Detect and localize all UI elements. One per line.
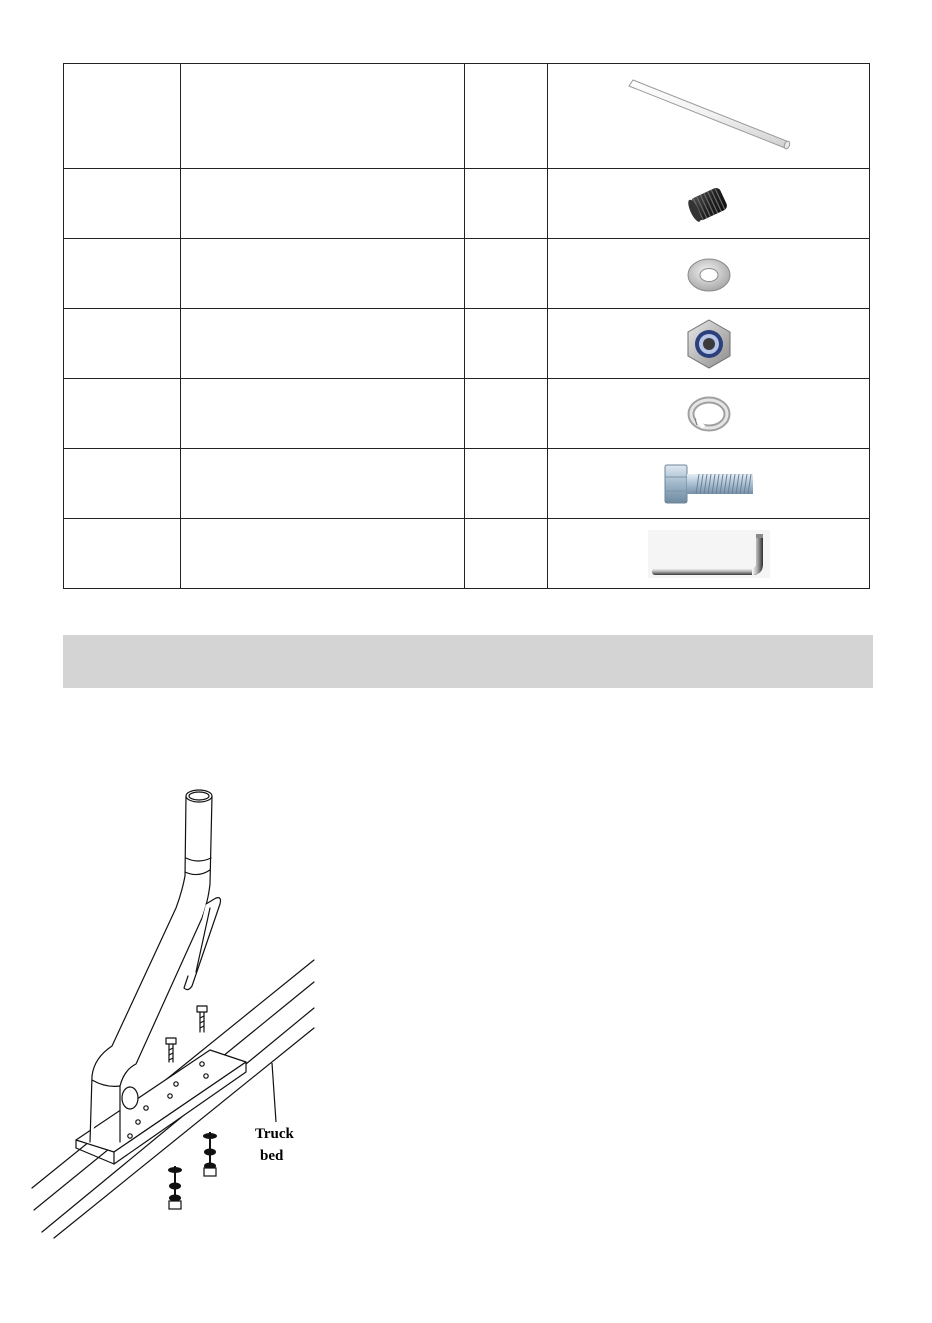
part-description-cell bbox=[181, 519, 465, 589]
part-description-cell bbox=[181, 449, 465, 519]
table-row bbox=[64, 239, 870, 309]
part-number-cell bbox=[64, 379, 181, 449]
truck-bed-label-line1: Truck bbox=[255, 1126, 294, 1142]
part-quantity-cell bbox=[465, 169, 548, 239]
part-image-cell bbox=[548, 449, 870, 519]
section-header-bar bbox=[63, 635, 873, 688]
part-quantity-cell bbox=[465, 309, 548, 379]
part-number-cell bbox=[64, 519, 181, 589]
table-row bbox=[64, 379, 870, 449]
hex-key-icon bbox=[646, 528, 772, 580]
part-image-cell bbox=[548, 309, 870, 379]
part-number-cell bbox=[64, 449, 181, 519]
part-image-cell bbox=[548, 64, 870, 169]
truck-bed-label-line2: bed bbox=[260, 1148, 284, 1164]
part-quantity-cell bbox=[465, 239, 548, 309]
part-description-cell bbox=[181, 64, 465, 169]
label-leader-line bbox=[272, 1063, 276, 1122]
part-quantity-cell bbox=[465, 519, 548, 589]
part-image-cell bbox=[548, 519, 870, 589]
part-image-cell bbox=[548, 239, 870, 309]
table-row bbox=[64, 169, 870, 239]
set-screw-icon bbox=[679, 179, 739, 229]
part-number-cell bbox=[64, 169, 181, 239]
parts-table bbox=[63, 63, 870, 589]
installation-diagram bbox=[28, 780, 328, 1240]
part-number-cell bbox=[64, 309, 181, 379]
table-row bbox=[64, 309, 870, 379]
bolt-top-right bbox=[197, 1006, 207, 1032]
part-image-cell bbox=[548, 169, 870, 239]
part-quantity-cell bbox=[465, 379, 548, 449]
lock-nut-icon bbox=[682, 317, 736, 371]
part-quantity-cell bbox=[465, 449, 548, 519]
flat-washer-icon bbox=[684, 254, 734, 294]
rod-icon bbox=[624, 76, 794, 156]
part-quantity-cell bbox=[465, 64, 548, 169]
washer-nut-stack-left bbox=[168, 1166, 182, 1209]
part-description-cell bbox=[181, 379, 465, 449]
table-row bbox=[64, 64, 870, 169]
part-description-cell bbox=[181, 309, 465, 379]
bolt-top-left bbox=[166, 1038, 176, 1062]
washer-nut-stack-right bbox=[203, 1132, 217, 1176]
part-description-cell bbox=[181, 169, 465, 239]
spring-washer-icon bbox=[684, 392, 734, 436]
part-number-cell bbox=[64, 239, 181, 309]
hex-bolt-icon bbox=[659, 459, 759, 509]
part-description-cell bbox=[181, 239, 465, 309]
part-number-cell bbox=[64, 64, 181, 169]
table-row bbox=[64, 519, 870, 589]
table-row bbox=[64, 449, 870, 519]
part-image-cell bbox=[548, 379, 870, 449]
